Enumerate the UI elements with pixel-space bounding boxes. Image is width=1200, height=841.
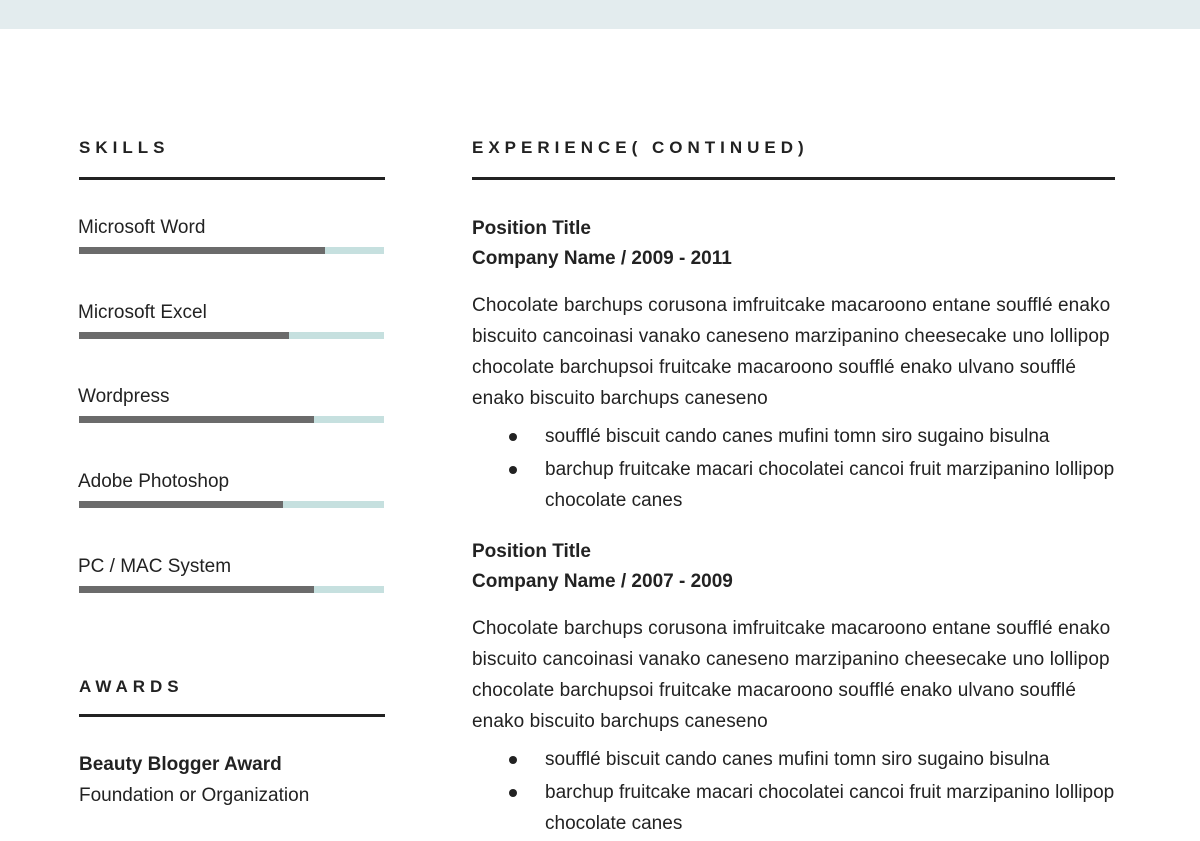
job-bullet-list <box>472 744 1116 839</box>
job-description: Chocolate barchups corusona imfruitcake macaroono entane soufflé enako biscuito cancoinasi vanako caneseno marzipanino cheesecake uno lollipop chocolate barchupsoi fruitcake macaroono soufflé enako ulvano soufflé enako biscuito barchups caneseno <box>472 618 1111 732</box>
skill-level-bar <box>79 416 384 423</box>
skill-item <box>78 217 384 239</box>
experience-rule <box>472 177 1115 180</box>
job-company: Company Name / 2007 - 2009 <box>472 571 733 592</box>
experience-heading: EXPERIENCE( CONTINUED) <box>472 138 809 157</box>
job-bullet <box>472 454 1116 516</box>
award-organization: Foundation or Organization <box>79 785 310 806</box>
bullet-icon <box>509 433 517 441</box>
job-title: Position Title <box>472 541 591 562</box>
job-bullet-text: soufflé biscuit cando canes mufini tomn siro sugaino bisulna <box>545 426 1050 447</box>
skill-item <box>78 556 384 578</box>
top-band <box>0 0 1200 29</box>
bullet-icon <box>509 756 517 764</box>
job-description: Chocolate barchups corusona imfruitcake macaroono entane soufflé enako biscuito cancoinasi vanako caneseno marzipanino cheesecake uno lollipop chocolate barchupsoi fruitcake macaroono soufflé enako ulvano soufflé enako biscuito barchups caneseno <box>472 295 1111 409</box>
skill-level-bar <box>79 586 384 593</box>
skill-name: Microsoft Excel <box>78 302 207 323</box>
skill-level-fill <box>79 501 283 508</box>
awards-rule <box>79 714 385 717</box>
job-title: Position Title <box>472 218 591 239</box>
job-bullet <box>472 777 1116 839</box>
bullet-icon <box>509 466 517 474</box>
award-title: Beauty Blogger Award <box>79 754 282 775</box>
job-bullet-text: soufflé biscuit cando canes mufini tomn siro sugaino bisulna <box>545 749 1050 770</box>
skill-level-bar <box>79 501 384 508</box>
job-bullet-text: barchup fruitcake macari chocolatei cancoi fruit marzipanino lollipop chocolate canes <box>545 459 1115 511</box>
skill-level-fill <box>79 586 314 593</box>
skill-level-fill <box>79 416 314 423</box>
skills-heading: SKILLS <box>79 138 170 157</box>
skill-item <box>78 471 384 493</box>
skill-name: Adobe Photoshop <box>78 471 230 492</box>
skill-level-fill <box>79 247 325 254</box>
job-bullet <box>472 744 1116 775</box>
skill-level-bar <box>79 247 384 254</box>
skill-item <box>78 386 384 408</box>
job-bullet <box>472 421 1116 452</box>
job-bullet-text: barchup fruitcake macari chocolatei cancoi fruit marzipanino lollipop chocolate canes <box>545 782 1115 834</box>
awards-heading: AWARDS <box>79 677 184 696</box>
skill-name: PC / MAC System <box>78 556 232 577</box>
skill-name: Microsoft Word <box>78 217 206 238</box>
skill-item <box>78 302 384 324</box>
skill-name: Wordpress <box>78 386 170 407</box>
bullet-icon <box>509 789 517 797</box>
job-entry <box>472 537 1116 841</box>
skill-level-bar <box>79 332 384 339</box>
job-entry <box>472 214 1116 518</box>
job-company: Company Name / 2009 - 2011 <box>472 248 732 269</box>
skills-rule <box>79 177 385 180</box>
job-bullet-list <box>472 421 1116 516</box>
skill-level-fill <box>79 332 289 339</box>
